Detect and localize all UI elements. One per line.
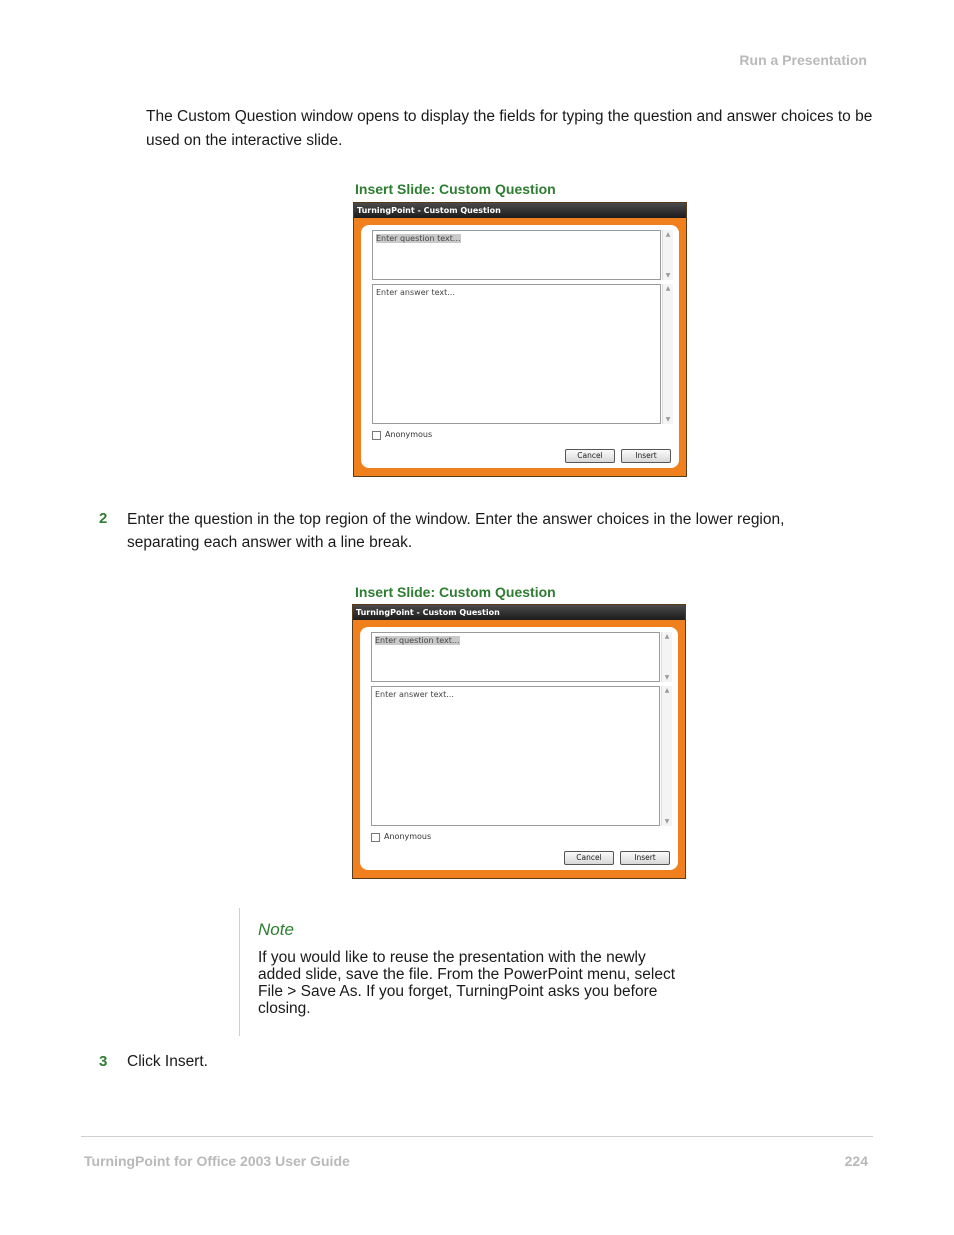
anonymous-label: Anonymous [384, 832, 432, 841]
cancel-button[interactable]: Cancel [564, 851, 614, 865]
dialog-body [361, 225, 679, 468]
scroll-up-arrow-icon[interactable]: ▲ [665, 231, 671, 238]
answer-input[interactable] [372, 284, 661, 424]
scroll-down-arrow-icon[interactable]: ▼ [664, 674, 670, 681]
step-text: Click Insert. [127, 1053, 208, 1070]
scroll-up-arrow-icon[interactable]: ▲ [664, 633, 670, 640]
figure-caption: Insert Slide: Custom Question [355, 584, 556, 600]
dialog-body [360, 627, 678, 870]
running-header: Run a Presentation [739, 52, 867, 68]
footer-guide-title: TurningPoint for Office 2003 User Guide [84, 1153, 350, 1169]
footer-divider [81, 1136, 873, 1137]
anonymous-checkbox[interactable] [372, 431, 381, 440]
intro-paragraph: The Custom Question window opens to display the fields for typing the question and answer choices to be used on the interactive slide. [146, 108, 873, 149]
page-number: 224 [844, 1153, 868, 1169]
question-scrollbar[interactable] [661, 632, 672, 682]
insert-button[interactable]: Insert [620, 851, 670, 865]
custom-question-dialog [352, 604, 686, 879]
scroll-down-arrow-icon[interactable]: ▼ [665, 272, 671, 279]
answer-scrollbar[interactable] [662, 284, 673, 424]
figure-caption: Insert Slide: Custom Question [355, 181, 556, 197]
answer-scrollbar[interactable] [661, 686, 672, 826]
answer-input[interactable] [371, 686, 660, 826]
question-placeholder: Enter question text... [375, 636, 460, 645]
answer-placeholder: Enter answer text... [376, 288, 455, 297]
note-divider [239, 908, 240, 1036]
dialog-title-bar: TurningPoint - Custom Question [353, 605, 685, 620]
dialog-title-bar: TurningPoint - Custom Question [354, 203, 686, 218]
question-placeholder: Enter question text... [376, 234, 461, 243]
note-heading: Note [258, 920, 294, 939]
question-input[interactable] [371, 632, 660, 682]
scroll-up-arrow-icon[interactable]: ▲ [664, 687, 670, 694]
answer-placeholder: Enter answer text... [375, 690, 454, 699]
scroll-up-arrow-icon[interactable]: ▲ [665, 285, 671, 292]
question-input[interactable] [372, 230, 661, 280]
question-scrollbar[interactable] [662, 230, 673, 280]
step-text: Enter the question in the top region of the window. Enter the answer choices in the lower region, separating each answer with a line break. [127, 511, 785, 551]
cancel-button[interactable]: Cancel [565, 449, 615, 463]
scroll-down-arrow-icon[interactable]: ▼ [664, 818, 670, 825]
insert-button[interactable]: Insert [621, 449, 671, 463]
step-number: 3 [99, 1053, 108, 1070]
step-number: 2 [99, 510, 108, 527]
anonymous-label: Anonymous [385, 430, 433, 439]
anonymous-checkbox[interactable] [371, 833, 380, 842]
scroll-down-arrow-icon[interactable]: ▼ [665, 416, 671, 423]
custom-question-dialog [353, 202, 687, 477]
note-text: If you would like to reuse the presentation with the newly added slide, save the file. From the PowerPoint menu, select File > Save As. If you forget, TurningPoint asks you before closing. [258, 949, 675, 1017]
